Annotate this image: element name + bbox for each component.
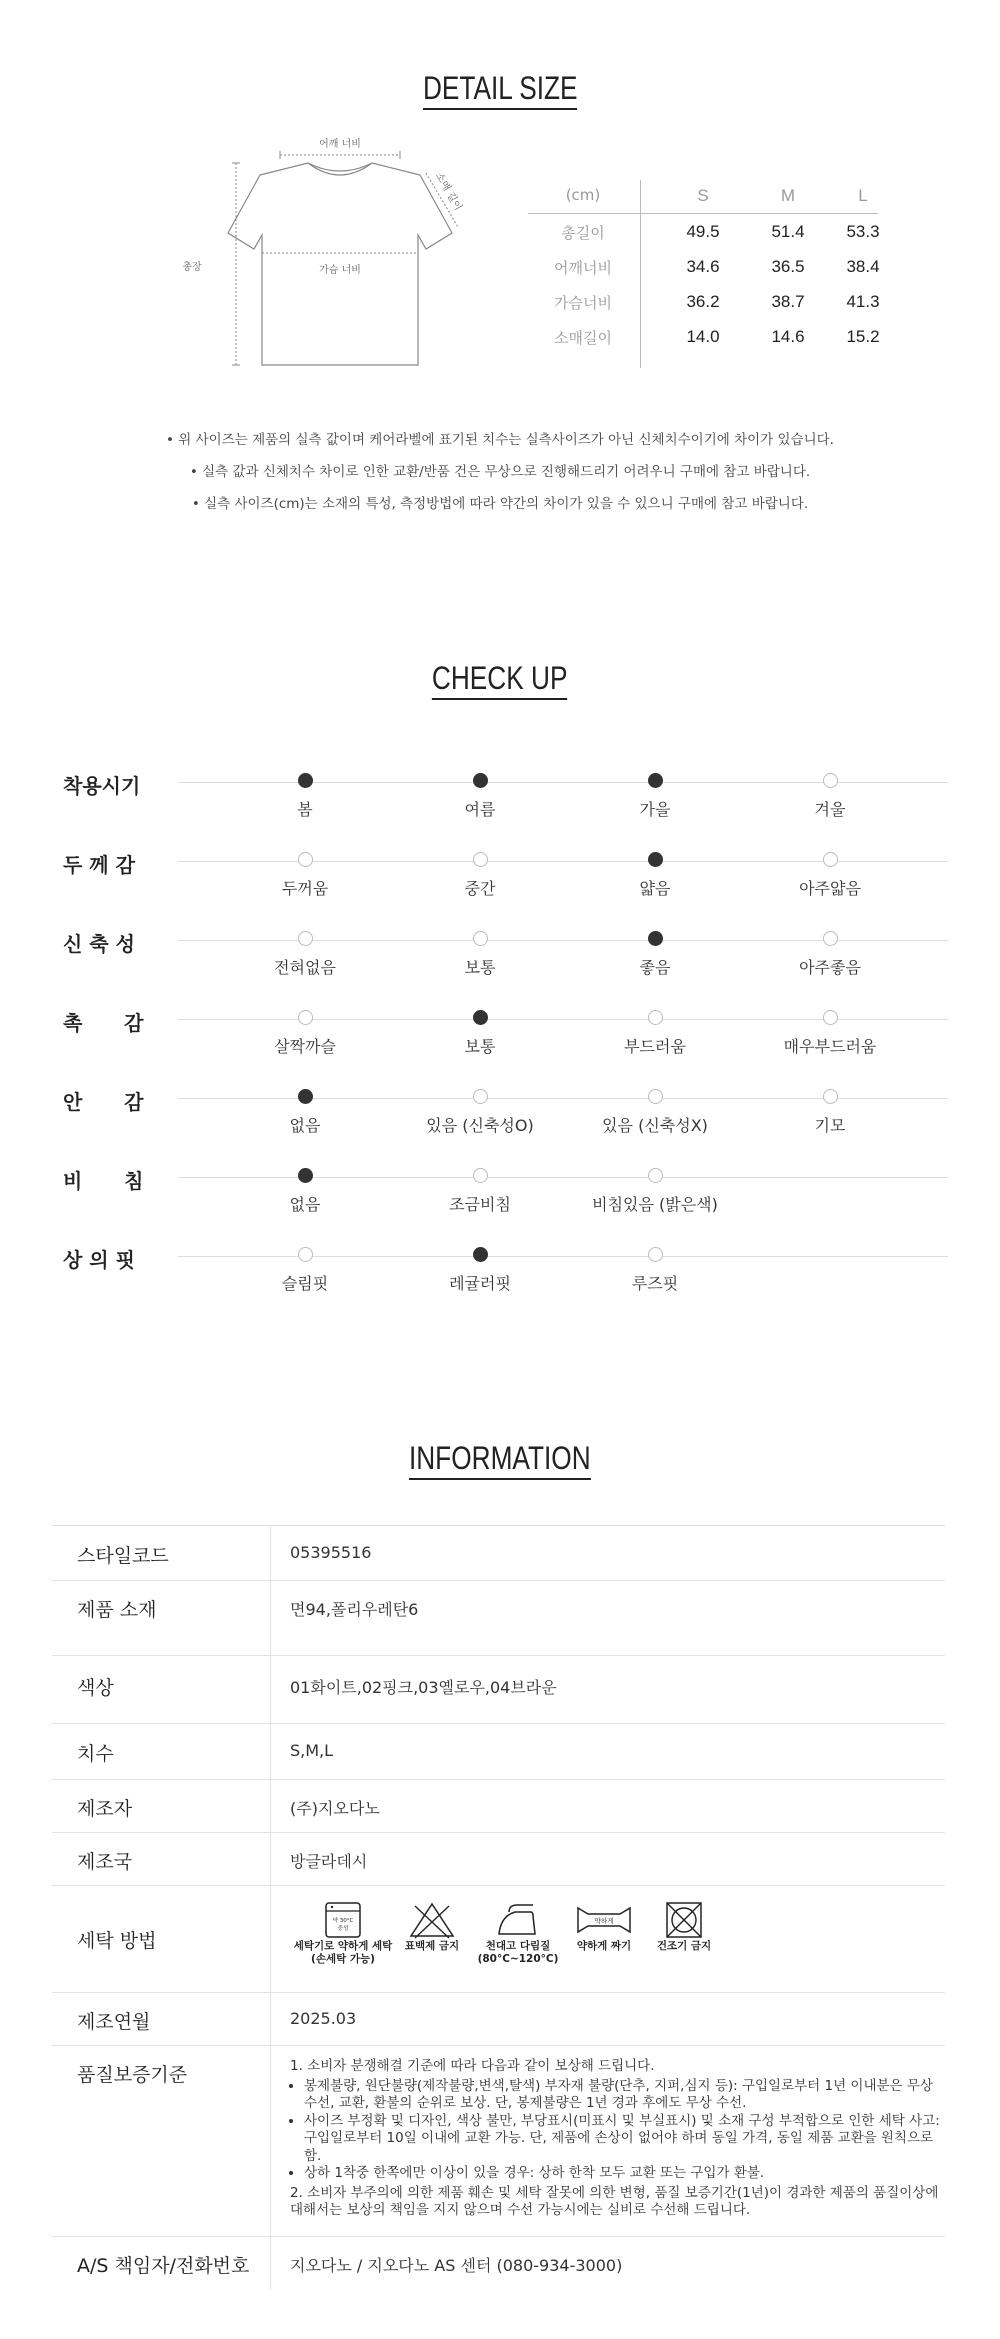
check-up-row <box>0 1090 1000 1168</box>
check-up-option-label: 얇음 <box>639 879 671 898</box>
info-row-made-date: 제조연월 2025.03 <box>52 1993 945 2046</box>
check-up-option <box>565 1168 745 1215</box>
check-up-row-label: 신 축 성 <box>63 932 135 956</box>
check-up-row <box>0 1011 1000 1089</box>
unselected-dot-icon <box>648 1089 663 1104</box>
selected-dot-icon <box>298 1168 313 1183</box>
size-row-shoulder: 어깨너비 34.6 36.5 38.4 <box>554 257 880 277</box>
unselected-dot-icon <box>473 931 488 946</box>
info-row-as: A/S 책임자/전화번호 지오다노 / 지오다노 AS 센터 (080-934-3000) <box>52 2237 945 2289</box>
check-up-option <box>565 1247 745 1294</box>
selected-dot-icon <box>473 1247 488 1262</box>
info-row-washing: 세탁 방법 약 30°C 중성 세탁기로 약하게 세탁 (손세탁 가능) 표백제 금지 천대고 다림질 (80°C~120°C) 약하게 약하게 짜기 건조기 금지 <box>52 1886 945 1993</box>
info-row-warranty: 품질보증기준 1. 소비자 분쟁해결 기준에 따라 다음과 같이 보상해 드립니다. • 봉제불량, 원단불량(제작불량,변색,탈색) 부자재 불량(단추, 지퍼,심지 등): 구입일로부터 1년 이내분은 무상수선, 교환, 환불의 순위로 보상. 단, 봉제불량은 1년 경과 후에도 무상 수선. • 사이즈 부정확 및 디자인, 색상 불만, 부당표시(미표시 및 부실표시) 및 소재 구성 부적합으로 인한 세탁 사고: 구입일로부터 10일 이내에 교환 가능. 단, 제품에 손상이 없어야 하며 동일 가격, 동일 제품 교환을 원칙으로 함. • 상하 1착중 한쪽에만 이상이 있을 경우: 상하 한착 모두 교환 또는 구입가 환불. 2. 소비자 부주의에 의한 제품 훼손 및 세탁 잘못에 의한 변형, 품질 보증기간(1년)이 경과한 제품의 품질이상에 대해서는 보상의 책임을 지지 않으며 수선 가능시에는 실비로 수선해 드립니다. <box>52 2046 945 2237</box>
check-up-option-label: 부드러움 <box>624 1037 686 1056</box>
check-up-option-label: 좋음 <box>639 958 671 977</box>
check-up-option <box>215 1010 395 1057</box>
check-up-row-label: 착용시기 <box>63 774 141 798</box>
size-note-1: • 위 사이즈는 제품의 실측 값이며 케어라벨에 표기된 치수는 실측사이즈가 아닌 신체치수이기에 차이가 있습니다. <box>166 432 834 448</box>
check-up-option-label: 겨울 <box>814 800 846 819</box>
machine-wash-30-icon: 약 30°C 중성 세탁기로 약하게 세탁 (손세탁 가능) <box>284 1900 402 1966</box>
check-up-option <box>740 852 920 899</box>
unselected-dot-icon <box>823 852 838 867</box>
length-label: 총장 <box>182 262 202 273</box>
check-up-option <box>390 852 570 899</box>
chest-label: 가슴 너비 <box>319 265 361 276</box>
info-row-maker: 제조자 (주)지오다노 <box>52 1780 945 1833</box>
size-note-2: • 실측 값과 신체치수 차이로 인한 교환/반품 건은 무상으로 진행해드리기 어려우니 구매에 참고 바랍니다. <box>189 464 811 480</box>
unselected-dot-icon <box>298 1247 313 1262</box>
size-row-chest: 가슴너비 36.2 38.7 41.3 <box>554 292 880 312</box>
check-up-row-label: 안 감 <box>63 1090 144 1114</box>
unselected-dot-icon <box>823 773 838 788</box>
tshirt-diagram <box>182 135 480 375</box>
check-up-option <box>565 931 745 978</box>
check-up-option-label: 있음 (신축성X) <box>602 1116 708 1135</box>
check-up-option-label: 보통 <box>464 1037 496 1056</box>
warranty-text: 1. 소비자 분쟁해결 기준에 따라 다음과 같이 보상해 드립니다. • 봉제불량, 원단불량(제작불량,변색,탈색) 부자재 불량(단추, 지퍼,심지 등): 구입일로부터 1년 이내분은 무상수선, 교환, 환불의 순위로 보상. 단, 봉제불량은 1년 경과 후에도 무상 수선. • 사이즈 부정확 및 디자인, 색상 불만, 부당표시(미표시 및 부실표시) 및 소재 구성 부적합으로 인한 세탁 사고: 구입일로부터 10일 이내에 교환 가능. 단, 제품에 손상이 없어야 하며 동일 가격, 동일 제품 교환을 원칙으로 함. • 상하 1착중 한쪽에만 이상이 있을 경우: 상하 한착 모두 교환 또는 구입가 환불. 2. 소비자 부주의에 의한 제품 훼손 및 세탁 잘못에 의한 변형, 품질 보증기간(1년)이 경과한 제품의 품질이상에 대해서는 보상의 책임을 지지 않으며 수선 가능시에는 실비로 수선해 드립니다. <box>290 2058 940 2220</box>
check-up-option-label: 여름 <box>464 800 496 819</box>
unselected-dot-icon <box>298 1010 313 1025</box>
info-row-color: 색상 01화이트,02핑크,03옐로우,04브라운 <box>52 1656 945 1724</box>
check-up-option <box>215 1247 395 1294</box>
check-up-option-label: 전혀없음 <box>274 958 336 977</box>
check-up-option-label: 있음 (신축성O) <box>426 1116 534 1135</box>
check-up-title: CHECK UP <box>0 660 1000 700</box>
info-row-country: 제조국 방글라데시 <box>52 1833 945 1886</box>
check-up-option <box>740 773 920 820</box>
unselected-dot-icon <box>473 1089 488 1104</box>
information-title: INFORMATION <box>0 1440 1000 1480</box>
unselected-dot-icon <box>823 931 838 946</box>
check-up-option-label: 살짝까슬 <box>274 1037 336 1056</box>
check-up-option <box>565 773 745 820</box>
info-row-material: 제품 소재 면94,폴리우레탄6 <box>52 1581 945 1656</box>
check-up-row <box>0 1169 1000 1247</box>
check-up-option-label: 조금비침 <box>449 1195 511 1214</box>
check-up-option-label: 매우부드러움 <box>783 1037 877 1056</box>
check-up-option <box>390 931 570 978</box>
check-up-option <box>390 1168 570 1215</box>
check-up-option-label: 아주얇음 <box>799 879 861 898</box>
check-up-option <box>390 773 570 820</box>
check-up-option <box>740 931 920 978</box>
check-up-option <box>215 773 395 820</box>
size-row-sleeve: 소매길이 14.0 14.6 15.2 <box>554 327 880 347</box>
svg-text:약하게: 약하게 <box>594 1917 614 1925</box>
check-up-option <box>215 931 395 978</box>
check-up-option-label: 가을 <box>639 800 671 819</box>
check-up-option-label: 루즈핏 <box>631 1274 679 1293</box>
check-up-option <box>565 1010 745 1057</box>
check-up-option-label: 두꺼움 <box>281 879 329 898</box>
check-up-row <box>0 774 1000 852</box>
unselected-dot-icon <box>823 1010 838 1025</box>
no-tumble-dry-icon: 건조기 금지 <box>644 1900 724 1953</box>
selected-dot-icon <box>648 931 663 946</box>
check-up-row-label: 상 의 핏 <box>63 1248 135 1272</box>
unselected-dot-icon <box>648 1247 663 1262</box>
check-up-option-label: 기모 <box>814 1116 846 1135</box>
check-up-option <box>390 1089 570 1136</box>
check-up-option-label: 없음 <box>289 1195 321 1214</box>
check-up-option-label: 봄 <box>297 800 313 819</box>
size-table-header: (cm) S M L <box>528 178 878 214</box>
selected-dot-icon <box>298 1089 313 1104</box>
check-up-option-label: 슬림핏 <box>281 1274 329 1293</box>
unselected-dot-icon <box>473 852 488 867</box>
size-table <box>528 178 878 354</box>
check-up-option <box>215 1089 395 1136</box>
selected-dot-icon <box>648 773 663 788</box>
check-up-row-label: 비 침 <box>63 1169 144 1193</box>
selected-dot-icon <box>473 773 488 788</box>
unselected-dot-icon <box>298 852 313 867</box>
check-up-row <box>0 932 1000 1010</box>
size-row-length: 총길이 49.5 51.4 53.3 <box>561 222 880 242</box>
selected-dot-icon <box>648 852 663 867</box>
unselected-dot-icon <box>298 931 313 946</box>
selected-dot-icon <box>473 1010 488 1025</box>
detail-size-title: DETAIL SIZE <box>0 70 1000 110</box>
check-up-option <box>215 1168 395 1215</box>
iron-icon: 천대고 다림질 (80°C~120°C) <box>472 1900 564 1966</box>
check-up-row <box>0 1248 1000 1326</box>
check-up-option <box>565 852 745 899</box>
information-table <box>52 1525 945 2289</box>
check-up-option <box>740 1010 920 1057</box>
check-up-option-label: 없음 <box>289 1116 321 1135</box>
size-note-3: • 실측 사이즈(cm)는 소재의 특성, 측정방법에 따라 약간의 차이가 있을 수 있으니 구매에 참고 바랍니다. <box>191 496 809 512</box>
check-up-row-label: 두 께 감 <box>63 853 135 877</box>
check-up-option-label: 비침있음 (밝은색) <box>592 1195 718 1214</box>
svg-text:중성: 중성 <box>337 1926 349 1932</box>
gentle-wring-icon: 약하게 약하게 짜기 <box>564 1900 644 1953</box>
check-up-option-label: 레귤러핏 <box>449 1274 511 1293</box>
sleeve-label: 소매 길이 <box>432 170 464 213</box>
check-up-option <box>215 852 395 899</box>
check-up-option-label: 보통 <box>464 958 496 977</box>
info-row-style-code: 스타일코드 05395516 <box>52 1526 945 1581</box>
info-row-size: 치수 S,M,L <box>52 1724 945 1780</box>
check-up-option <box>390 1247 570 1294</box>
unselected-dot-icon <box>648 1168 663 1183</box>
unselected-dot-icon <box>648 1010 663 1025</box>
check-up-option-label: 아주좋음 <box>799 958 861 977</box>
unselected-dot-icon <box>823 1089 838 1104</box>
selected-dot-icon <box>298 773 313 788</box>
shoulder-label: 어깨 너비 <box>319 139 361 150</box>
unselected-dot-icon <box>473 1168 488 1183</box>
check-up-option <box>740 1089 920 1136</box>
no-bleach-icon: 표백제 금지 <box>392 1900 472 1953</box>
check-up-row <box>0 853 1000 931</box>
check-up-option <box>565 1089 745 1136</box>
check-up-row-label: 촉 감 <box>63 1011 144 1035</box>
check-up-option-label: 중간 <box>464 879 496 898</box>
svg-text:약 30°C: 약 30°C <box>332 1918 354 1924</box>
check-up-option <box>390 1010 570 1057</box>
